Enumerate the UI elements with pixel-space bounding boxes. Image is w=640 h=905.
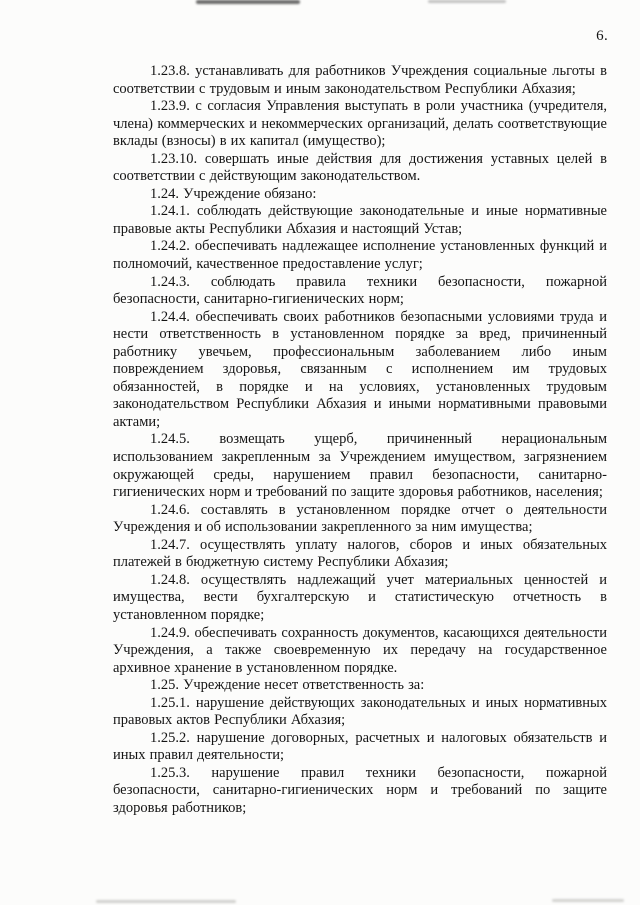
paragraph: 1.23.10. совершать иные действия для достижения уставных целей в соответствии с действующим законодательством. [113,150,607,185]
paragraph: 1.23.8. устанавливать для работников Учреждения социальные льготы в соответствии с трудовым и иным законодательством Республики Абхазия; [113,63,607,97]
paragraph: 1.24.8. осуществлять надлежащий учет материальных ценностей и имущества, вести бухгалтерскую и статистическую отчетность в установленном порядке; [113,571,607,623]
scan-artifact [196,0,300,4]
paragraph: 1.23.9. с согласия Управления выступать в роли участника (учредителя, члена) коммерческих и некоммерческих организаций, делать соответствующие вклады (взносы) в их капитал (имущество); [113,98,607,150]
paragraph: 1.25.1. нарушение действующих законодательных и иных нормативных правовых актов Республики Абхазия; [113,694,607,729]
scan-artifact [552,899,624,902]
paragraph: 1.24.7. осуществлять уплату налогов, сборов и иных обязательных платежей в бюджетную систему Республики Абхазия; [113,536,607,571]
paragraph: 1.25. Учреждение несет ответственность за: [150,677,425,694]
paragraph: 1.24.4. обеспечивать своих работников безопасными условиями труда и нести ответственность в установленном порядке за вред, причиненный работнику увечьем, профессиональным заболеванием либо иным повреждением здоровья, связанным с исполнением им трудовых обязанностей, в порядке и на условиях, установленных трудовым законодательством Республики Абхазия и иными нормативными правовыми актами; [113,308,607,430]
page-number: 6. [596,28,608,44]
paragraph: 1.24.2. обеспечивать надлежащее исполнение установленных функций и полномочий, качественное предоставление услуг; [113,238,607,273]
scan-artifact [428,0,506,3]
scan-artifact [96,900,236,903]
paragraph: 1.24. Учреждение обязано: [150,185,317,202]
paragraph: 1.24.3. соблюдать правила техники безопасности, пожарной безопасности, санитарно-гигиенических норм; [113,273,607,308]
paragraph: 1.25.2. нарушение договорных, расчетных и налоговых обязательств и иных правил деятельности; [113,729,607,764]
paragraph: 1.25.3. нарушение правил техники безопасности, пожарной безопасности, санитарно-гигиенических норм и требований по защите здоровья работников; [113,764,607,816]
paragraph: 1.24.5. возмещать ущерб, причиненный нерациональным использованием закрепленным за Учреждением имуществом, загрязнением окружающей среды, нарушением правил безопасности, санитарно-гигиенических норм и требований по защите здоровья работников, населения; [113,431,607,501]
paragraph: 1.24.9. обеспечивать сохранность документов, касающихся деятельности Учреждения, а также своевременную их передачу на государственное архивное хранение в установленном порядке. [113,624,607,676]
paragraph: 1.24.1. соблюдать действующие законодательные и иные нормативные правовые акты Республики Абхазия и настоящий Устав; [113,203,607,237]
paragraph: 1.24.6. составлять в установленном порядке отчет о деятельности Учреждения и об использовании закрепленного за ним имущества; [113,501,607,536]
document-text-block [113,63,607,818]
